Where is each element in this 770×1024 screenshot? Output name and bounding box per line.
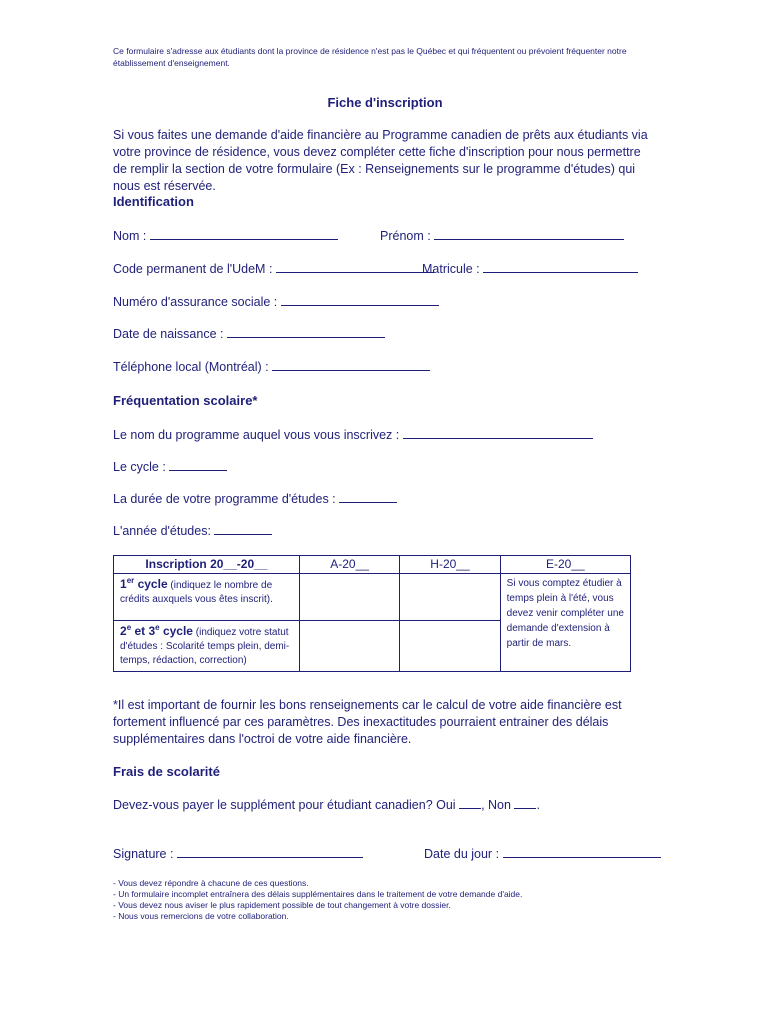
inscription-table: [113, 555, 631, 672]
second-cycle-strong: 2e et 3e cycle: [120, 623, 193, 638]
code-permanent-field: [113, 261, 434, 276]
matricule-field: [422, 261, 638, 276]
identification-heading: Identification: [113, 194, 194, 209]
first-cycle-h-cell[interactable]: [400, 574, 500, 621]
oui-input[interactable]: [459, 797, 481, 809]
duree-field: [113, 491, 397, 506]
date-jour-label: Date du jour :: [424, 847, 500, 861]
programme-input[interactable]: [403, 427, 593, 439]
date-jour-field: [424, 846, 661, 861]
frequentation-heading: Fréquentation scolaire*: [113, 393, 258, 408]
footnote-item: - Un formulaire incomplet entraînera des délais supplémentaires dans le traitement de votre demande d'aide.: [113, 889, 523, 899]
header-inscription: Inscription 20__-20__: [114, 556, 300, 574]
cycle-label: Le cycle :: [113, 460, 166, 474]
nas-label: Numéro d'assurance sociale :: [113, 295, 278, 309]
frais-question-label: Devez-vous payer le supplément pour étudiant canadien? Oui: [113, 798, 456, 812]
programme-label: Le nom du programme auquel vous vous inscrivez :: [113, 428, 400, 442]
code-permanent-input[interactable]: [276, 261, 434, 273]
signature-input[interactable]: [177, 846, 363, 858]
telephone-input[interactable]: [272, 359, 430, 371]
nas-input[interactable]: [281, 294, 439, 306]
second-cycle-a-cell[interactable]: [299, 621, 399, 672]
naissance-field: [113, 326, 385, 341]
annee-label: L'année d'études:: [113, 524, 211, 538]
footnote-item: - Vous devez répondre à chacune de ces questions.: [113, 878, 309, 888]
annee-field: [113, 523, 272, 538]
cycle-input[interactable]: [169, 459, 227, 471]
header-a: A-20__: [299, 556, 399, 574]
duree-input[interactable]: [339, 491, 397, 503]
prenom-label: Prénom :: [380, 229, 431, 243]
nom-label: Nom :: [113, 229, 147, 243]
first-cycle-note: (indiquez le nombre de crédits auxquels vous êtes inscrit).: [120, 580, 273, 605]
prenom-input[interactable]: [434, 228, 624, 240]
nom-field: [113, 228, 338, 243]
important-note: *Il est important de fournir les bons renseignements car le calcul de votre aide financière est fortement influencé par ces paramètres. Des inexactitudes pourraient entrainer des délais supplémentaires dans l'octroi de votre aide financière.: [113, 698, 622, 746]
frais-question: Devez-vous payer le supplément pour étudiant canadien? Oui , Non .: [113, 798, 540, 812]
duree-label: La durée de votre programme d'études :: [113, 492, 336, 506]
date-jour-input[interactable]: [503, 846, 661, 858]
matricule-input[interactable]: [483, 261, 638, 273]
header-h: H-20__: [400, 556, 500, 574]
telephone-field: [113, 359, 430, 374]
naissance-label: Date de naissance :: [113, 327, 224, 341]
header-note: Ce formulaire s'adresse aux étudiants dont la province de résidence n'est pas le Québec et qui fréquentent ou prévoient fréquenter notre établissement d'enseignement.: [113, 46, 627, 68]
second-cycle-note: (indiquez votre statut d'études : Scolarité temps plein, demi-temps, rédaction, correction): [120, 627, 290, 666]
page-title: Fiche d'inscription: [327, 95, 443, 110]
naissance-input[interactable]: [227, 326, 385, 338]
code-permanent-label: Code permanent de l'UdeM :: [113, 262, 273, 276]
non-input[interactable]: [514, 797, 536, 809]
footnote-item: - Nous vous remercions de votre collaboration.: [113, 911, 289, 921]
telephone-label: Téléphone local (Montréal) :: [113, 360, 269, 374]
programme-field: [113, 427, 593, 442]
signature-field: [113, 846, 363, 861]
nas-field: [113, 294, 439, 309]
first-cycle-strong: 1er cycle: [120, 576, 168, 591]
header-e: E-20__: [500, 556, 630, 574]
footnotes: [113, 878, 522, 922]
frais-non-label: , Non: [481, 798, 511, 812]
first-cycle-a-cell[interactable]: [299, 574, 399, 621]
intro-paragraph: Si vous faites une demande d'aide financière au Programme canadien de prêts aux étudiants via votre province de résidence, vous devez compléter cette fiche d'inscription pour nous permettre de remplir la section de votre formulaire (Ex : Renseignements sur le programme d'études) qui nous est réservée.: [113, 128, 648, 193]
nom-input[interactable]: [150, 228, 338, 240]
matricule-label: Matricule :: [422, 262, 480, 276]
second-cycle-h-cell[interactable]: [400, 621, 500, 672]
second-cycle-label-cell: [114, 621, 300, 672]
prenom-field: [380, 228, 624, 243]
table-row-first-cycle: [114, 574, 631, 621]
summer-note-cell: Si vous comptez étudier à temps plein à l'été, vous devez venir compléter une demande d'extension à partir de mars.: [500, 574, 630, 672]
first-cycle-label-cell: [114, 574, 300, 621]
signature-label: Signature :: [113, 847, 174, 861]
cycle-field: [113, 459, 227, 474]
table-header-row: [114, 556, 631, 574]
frais-heading: Frais de scolarité: [113, 764, 220, 779]
annee-input[interactable]: [214, 523, 272, 535]
footnote-item: - Vous devez nous aviser le plus rapidement possible de tout changement à votre dossier.: [113, 900, 451, 910]
